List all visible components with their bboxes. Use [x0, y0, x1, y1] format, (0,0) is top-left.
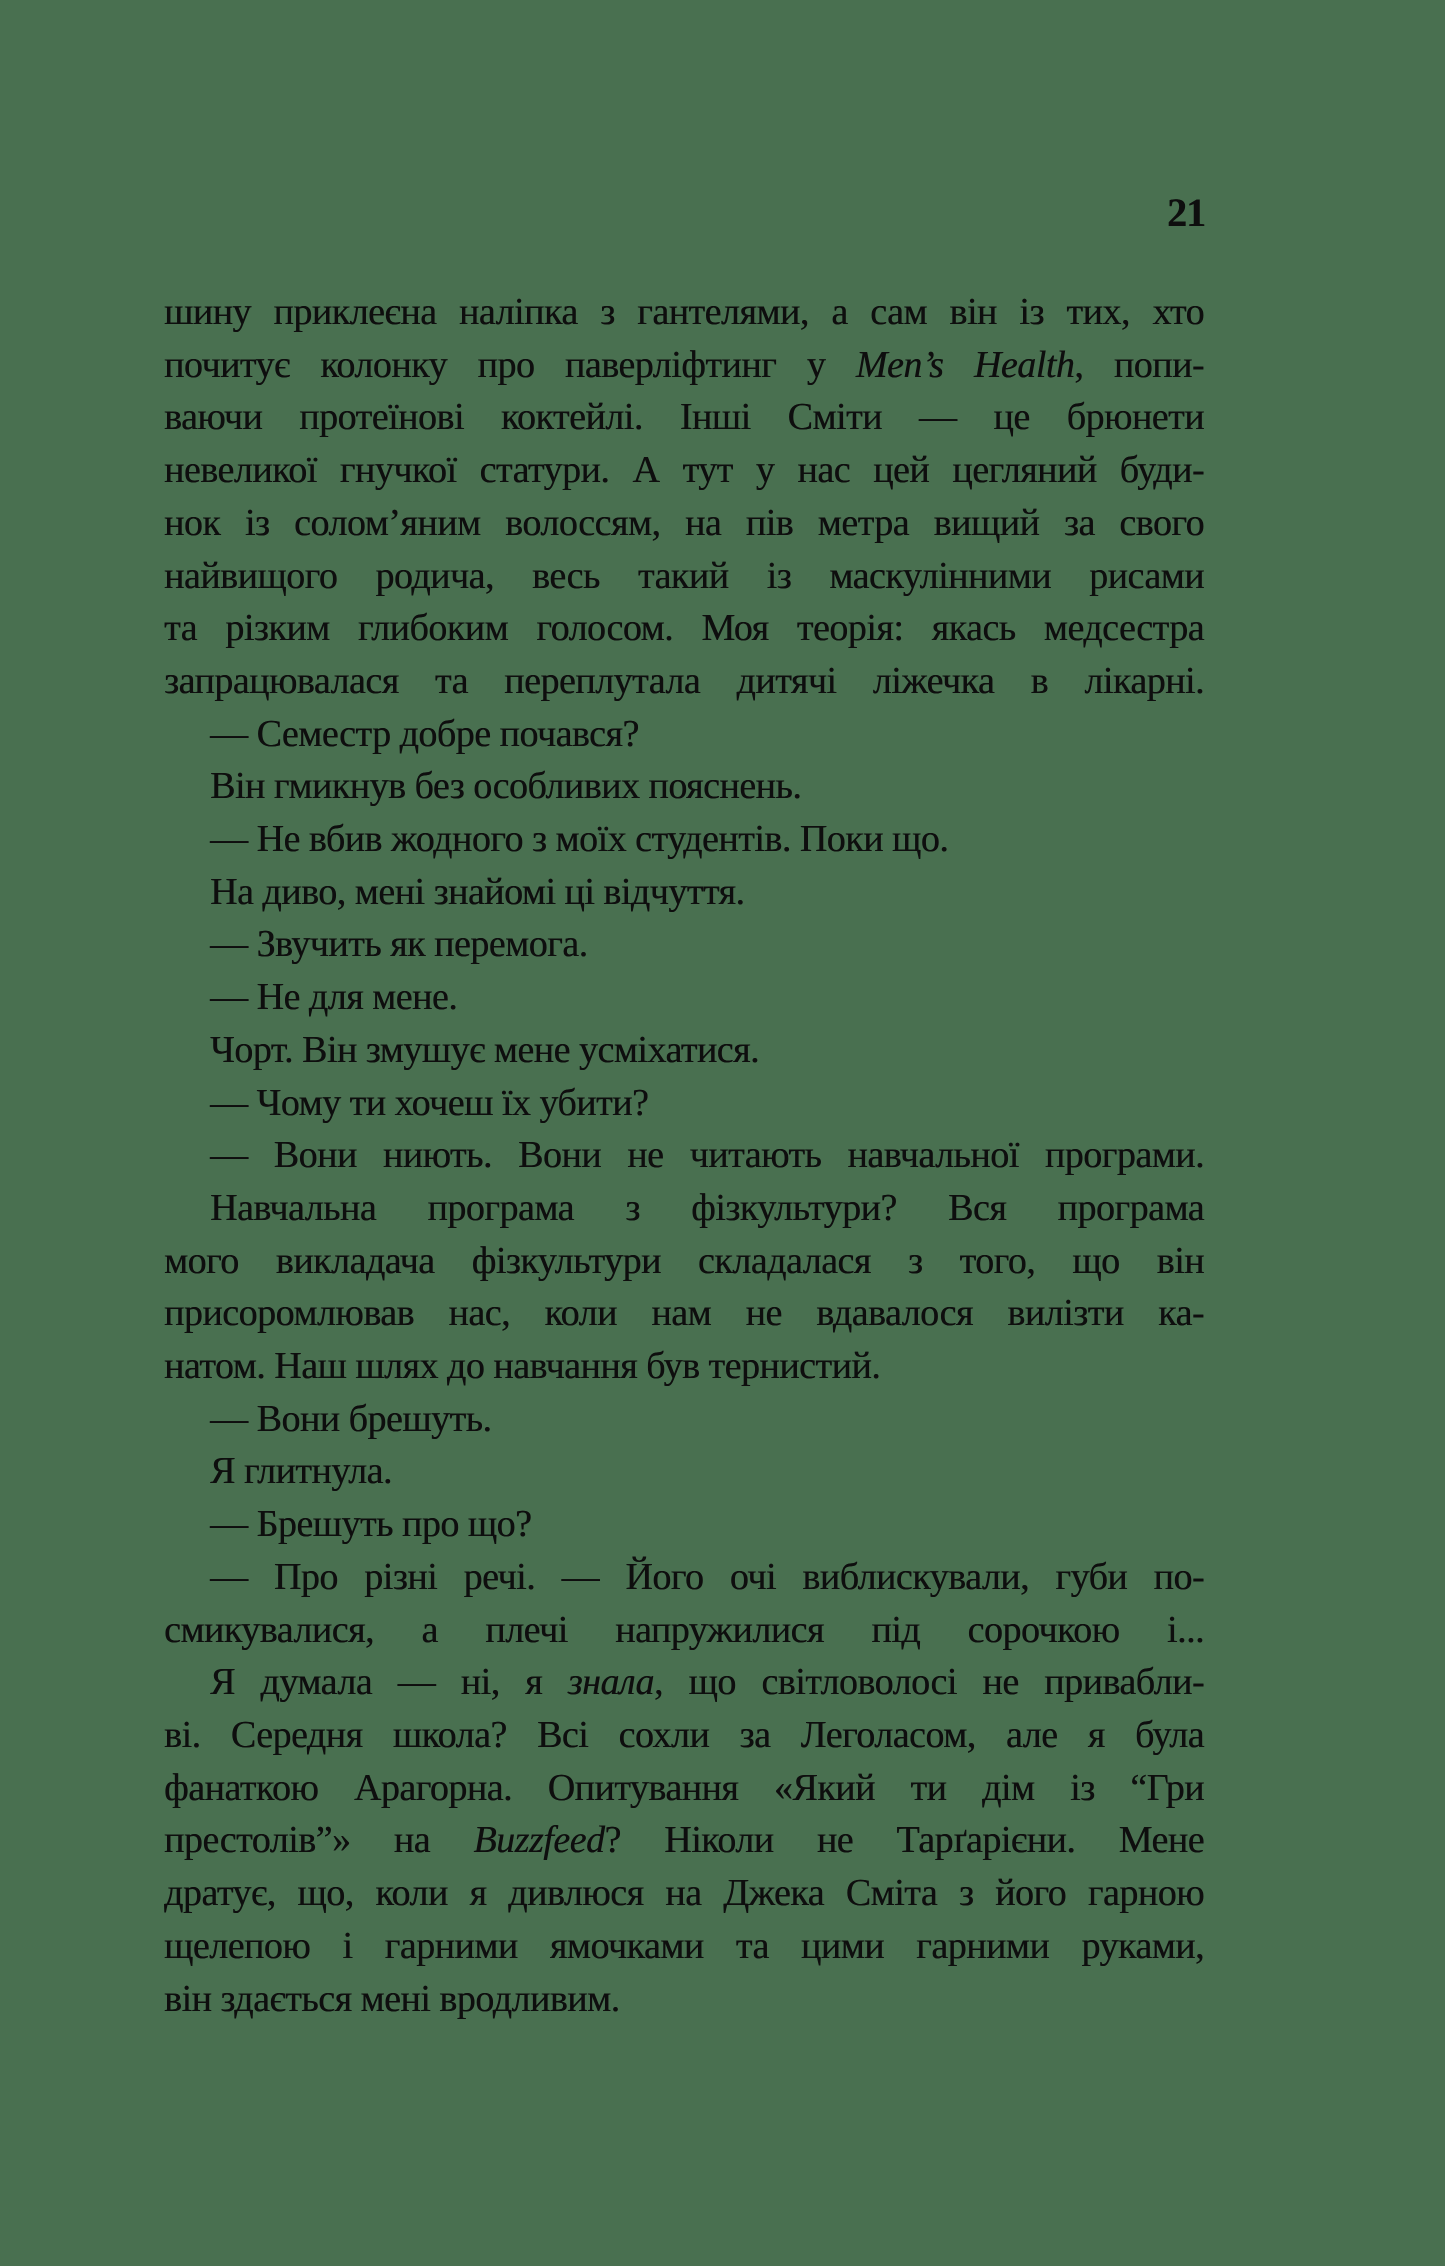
text-line-8	[164, 655, 1204, 708]
text-line-17	[164, 1129, 1204, 1182]
text-segment: — Вони брешуть.	[210, 1397, 492, 1440]
text-line-22	[164, 1393, 1204, 1446]
text-line-31	[164, 1867, 1204, 1920]
text-segment: нок із солом’яним волоссям, на пів метра вищий за свого	[164, 501, 1204, 544]
text-line-6	[164, 550, 1204, 603]
italic-text-segment: Men’s Health	[855, 343, 1075, 386]
text-line-25	[164, 1551, 1204, 1604]
text-line-10	[164, 760, 1204, 813]
text-line-27	[164, 1656, 1204, 1709]
text-segment: щелепою і гарними ямочками та цими гарними руками,	[164, 1924, 1204, 1967]
text-line-32	[164, 1920, 1204, 1973]
text-segment: фанаткою Арагорна. Опитування «Який ти дім із “Гри	[164, 1766, 1204, 1809]
text-line-30	[164, 1814, 1204, 1867]
italic-text-segment: Buzzfeed	[473, 1819, 605, 1862]
text-segment: Я думала — ні, я	[210, 1661, 568, 1704]
text-segment: — Звучить як перемога.	[210, 923, 588, 966]
text-line-14	[164, 971, 1204, 1024]
text-segment: , попи-	[1074, 343, 1204, 386]
text-line-9	[164, 708, 1204, 761]
text-line-26	[164, 1604, 1204, 1657]
text-line-28	[164, 1709, 1204, 1762]
italic-text-segment: знала	[567, 1661, 654, 1704]
text-segment: Я глитнула.	[210, 1450, 392, 1493]
text-line-23	[164, 1445, 1204, 1498]
text-line-7	[164, 602, 1204, 655]
text-line-19	[164, 1235, 1204, 1288]
text-segment: він здається мені вродливим.	[164, 1977, 620, 2020]
text-segment: престолів”» на	[164, 1819, 474, 1862]
text-segment: — Брешуть про що?	[210, 1503, 532, 1546]
text-line-11	[164, 813, 1204, 866]
text-segment: мого викладача фізкультури складалася з того, що він	[164, 1239, 1204, 1282]
text-segment: смикувалися, а плечі напружилися під сорочкою і...	[164, 1608, 1204, 1651]
text-segment: — Про різні речі. — Його очі виблискували, губи по-	[210, 1555, 1204, 1598]
text-segment: дратує, що, коли я дивлюся на Джека Сміта з його гарною	[164, 1872, 1204, 1915]
text-line-24	[164, 1498, 1204, 1551]
text-segment: найвищого родича, весь такий із маскулінними рисами	[164, 554, 1204, 597]
page-number: 21	[1167, 190, 1205, 235]
text-segment: — Не вбив жодного з моїх студентів. Поки що.	[210, 818, 949, 861]
text-segment: ? Ніколи не Тарґарієни. Мене	[604, 1819, 1204, 1862]
text-line-20	[164, 1287, 1204, 1340]
text-line-13	[164, 918, 1204, 971]
text-segment: , що світловолосі не привабли-	[653, 1661, 1204, 1704]
text-segment: невеликої гнучкої статури. А тут у нас цей цегляний буди-	[164, 449, 1204, 492]
text-segment: ві. Середня школа? Всі сохли за Леголасом, але я була	[164, 1713, 1204, 1756]
text-segment: натом. Наш шлях до навчання був тернистий.	[164, 1345, 881, 1388]
text-segment: запрацювалася та переплутала дитячі ліжечка в лікарні.	[164, 659, 1204, 702]
text-segment: Він гмикнув без особливих пояснень.	[210, 765, 802, 808]
text-line-33	[164, 1973, 1204, 2026]
text-line-4	[164, 444, 1204, 497]
text-segment: Чорт. Він змушує мене усміхатися.	[210, 1028, 760, 1071]
text-segment: На диво, мені знайомі ці відчуття.	[210, 870, 745, 913]
text-line-21	[164, 1340, 1204, 1393]
text-line-2	[164, 339, 1204, 392]
text-line-29	[164, 1762, 1204, 1815]
text-segment: присоромлював нас, коли нам не вдавалося вилізти ка-	[164, 1292, 1204, 1335]
text-segment: ваючи протеїнові коктейлі. Інші Сміти — це брюнети	[164, 396, 1204, 439]
text-segment: — Чому ти хочеш їх убити?	[210, 1081, 649, 1124]
text-line-18	[164, 1182, 1204, 1235]
text-line-12	[164, 866, 1204, 919]
text-line-16	[164, 1077, 1204, 1130]
text-segment: та різким глибоким голосом. Моя теорія: якась медсестра	[164, 607, 1204, 650]
text-line-3	[164, 391, 1204, 444]
text-segment: шину приклеєна наліпка з гантелями, а сам він із тих, хто	[164, 291, 1204, 333]
text-segment: — Не для мене.	[210, 976, 458, 1019]
page-text	[164, 286, 1204, 2025]
text-segment: — Семестр добре почався?	[210, 712, 639, 755]
text-segment: Навчальна програма з фізкультури? Вся програма	[210, 1186, 1204, 1229]
text-line-15	[164, 1024, 1204, 1077]
text-line-1	[164, 286, 1204, 339]
text-line-5	[164, 497, 1204, 550]
text-segment: — Вони ниють. Вони не читають навчальної програми.	[210, 1134, 1204, 1177]
text-segment: почитує колонку про паверліфтинг у	[164, 343, 856, 386]
